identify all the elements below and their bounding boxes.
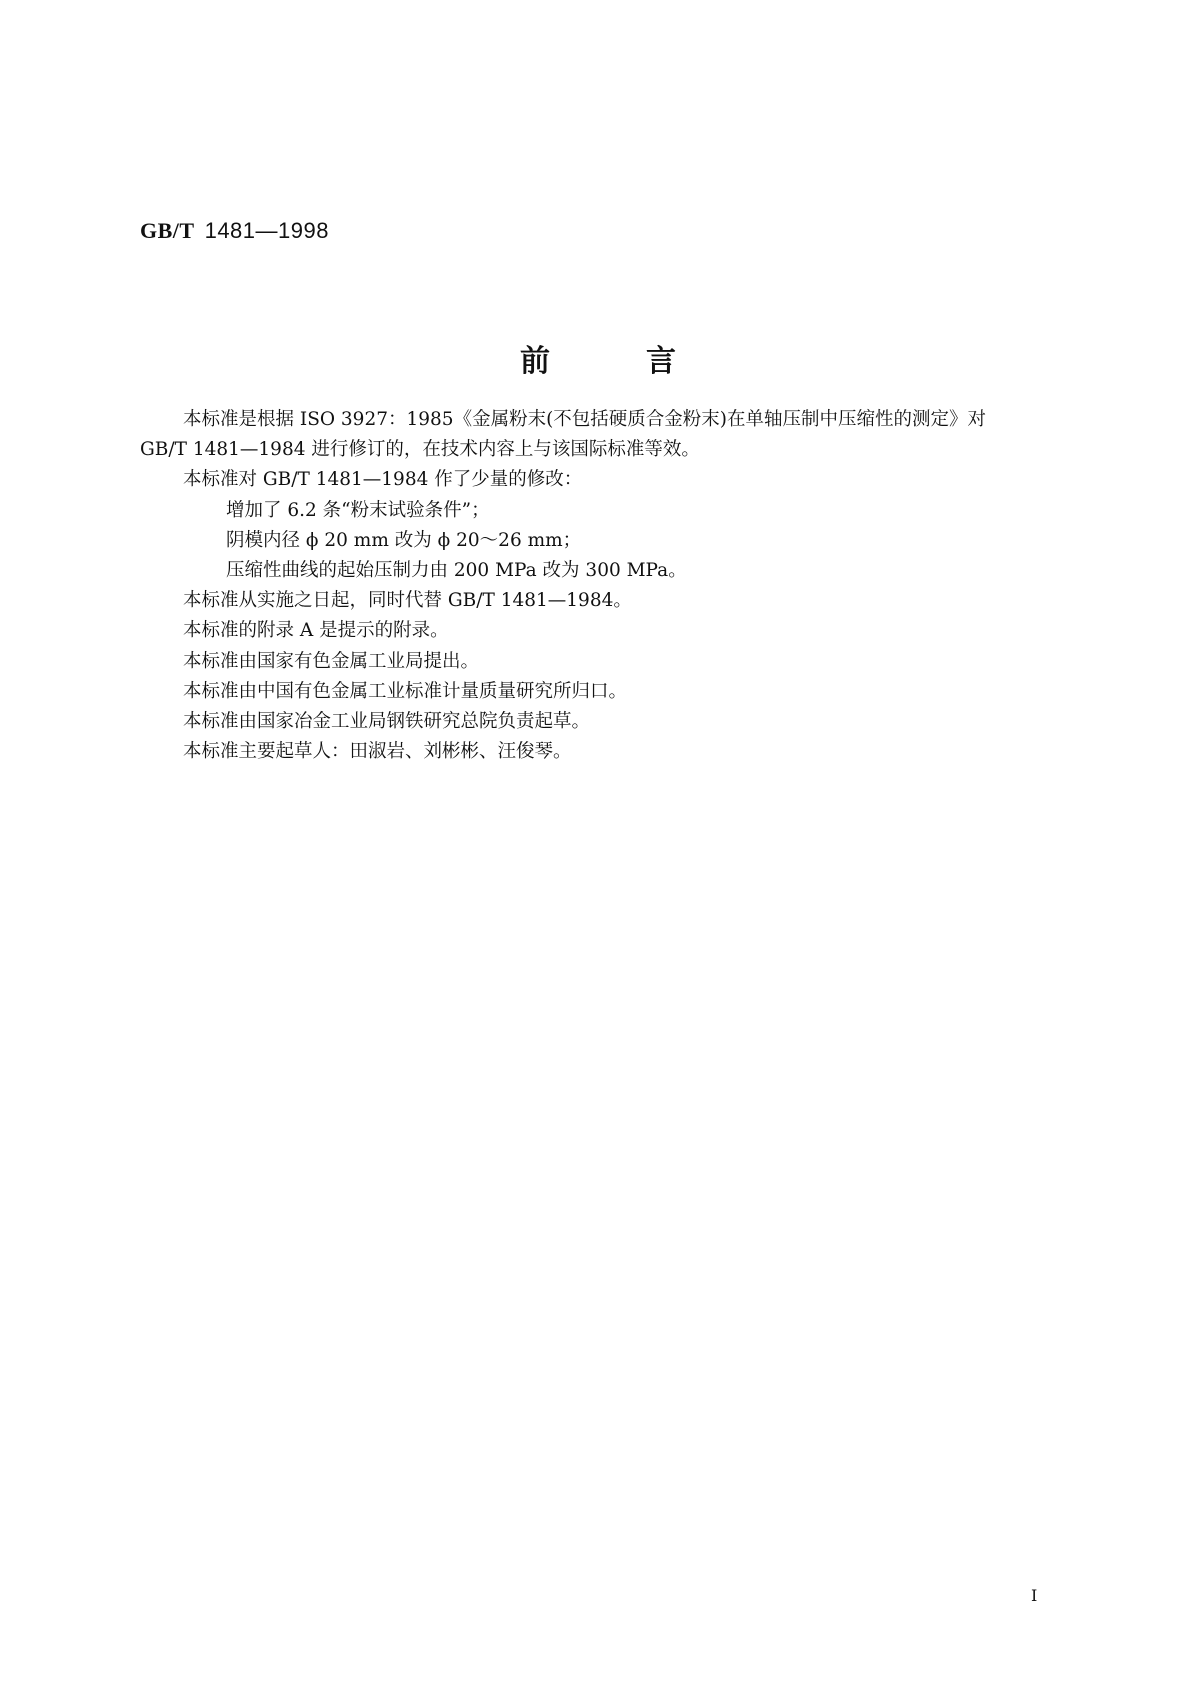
standard-prefix: GB/T bbox=[140, 218, 195, 243]
paragraph-replacement: 本标准从实施之日起，同时代替 GB/T 1481—1984。 bbox=[183, 590, 632, 612]
paragraph-basis-continued: GB/T 1481—1984 进行修订的，在技术内容上与该国际标准等效。 bbox=[140, 439, 700, 461]
paragraph-basis: 本标准是根据 ISO 3927：1985《金属粉末(不包括硬质合金粉末)在单轴压制中压缩性的测定》对 bbox=[183, 409, 987, 430]
paragraph-appendix: 本标准的附录 A 是提示的附录。 bbox=[183, 620, 449, 642]
foreword-body bbox=[140, 405, 1070, 767]
standard-number bbox=[140, 218, 329, 244]
paragraph-modifications-intro: 本标准对 GB/T 1481—1984 作了少量的修改： bbox=[183, 469, 583, 491]
paragraph-drafters: 本标准主要起草人：田淑岩、刘彬彬、汪俊琴。 bbox=[183, 741, 572, 763]
page-number: I bbox=[1031, 1586, 1038, 1605]
standard-code: 1481—1998 bbox=[204, 218, 329, 243]
paragraph-drafting-unit: 本标准由国家冶金工业局钢铁研究总院负责起草。 bbox=[183, 711, 591, 733]
list-item-modification-1: 增加了 6.2 条“粉末试验条件”； bbox=[226, 499, 490, 521]
paragraph-proposer: 本标准由国家有色金属工业局提出。 bbox=[183, 650, 480, 672]
list-item-modification-3: 压缩性曲线的起始压制力由 200 MPa 改为 300 MPa。 bbox=[226, 560, 687, 582]
page-title: 前言 bbox=[520, 344, 772, 379]
paragraph-centralizer: 本标准由中国有色金属工业标准计量质量研究所归口。 bbox=[183, 680, 628, 702]
list-item-modification-2: 阴模内径 ϕ 20 mm 改为 ϕ 20～26 mm； bbox=[226, 529, 582, 551]
